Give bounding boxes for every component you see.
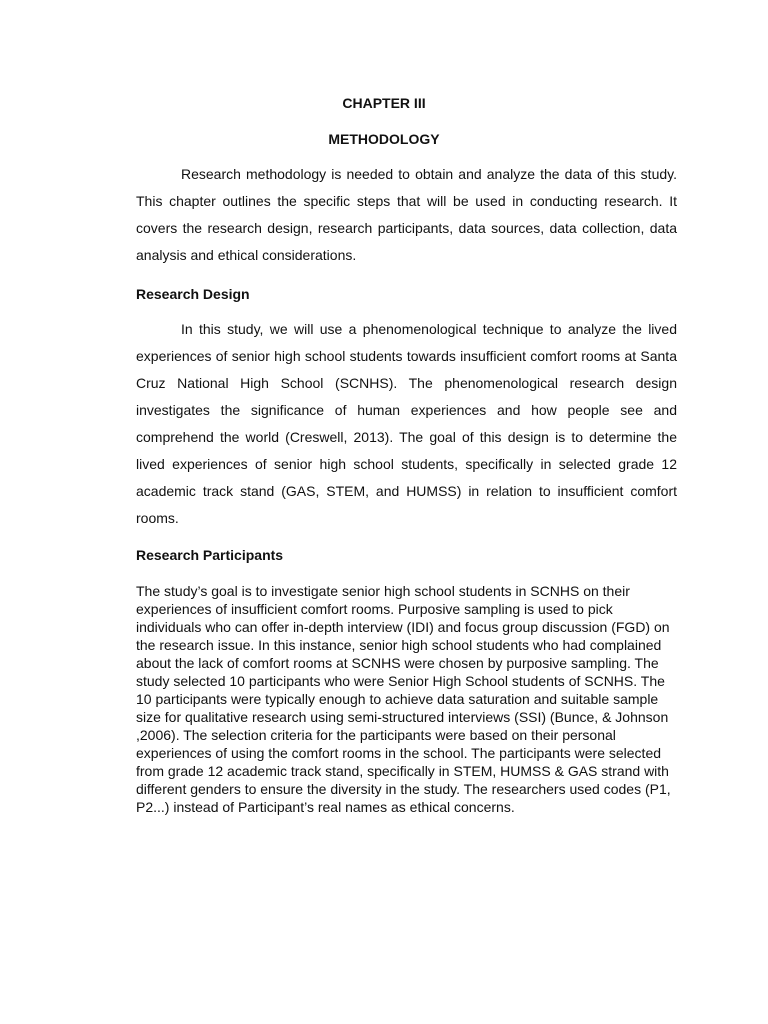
chapter-title: METHODOLOGY xyxy=(328,131,440,147)
research-participants-paragraph: The study’s goal is to investigate senior high school students in SCNHS on their experiences of insufficient comfort rooms. Purposive sampling is used to pick individuals who can offer in-depth interview (IDI) and focus group discussion (FGD) on the research issue. In this instance, senior high school students who had complained about the lack of comfort rooms at SCNHS were chosen by purposive sampling. The study selected 10 participants who were Senior High School students of SCNHS. The 10 participants were typically enough to achieve data saturation and suitable sample size for qualitative research using semi-structured interviews (SSI) (Bunce, & Johnson ,2006). The selection criteria for the participants were based on their personal experiences of using the comfort rooms in the school. The participants were selected from grade 12 academic track stand, specifically in STEM, HUMSS & GAS strand with different genders to ensure the diversity in the study. The researchers used codes (P1, P2...) instead of Participant’s real names as ethical concerns. xyxy=(136,583,671,815)
chapter-heading: CHAPTER III xyxy=(342,95,426,111)
intro-paragraph: Research methodology is needed to obtain and analyze the data of this study. This chapter outlines the specific steps that will be used in conducting research. It covers the research design, research participants, data sources, data collection, data analysis and ethical considerations. xyxy=(136,166,677,263)
section-heading-research-participants: Research Participants xyxy=(136,547,284,563)
section-heading-research-design: Research Design xyxy=(136,286,250,302)
research-design-paragraph: In this study, we will use a phenomenological technique to analyze the lived experiences of senior high school students towards insufficient comfort rooms at Santa Cruz National High School (SCNHS). The phenomenological research design investigates the significance of human experiences and how people see and comprehend the world (Creswell, 2013). The goal of this design is to determine the lived experiences of senior high school students, specifically in selected grade 12 academic track stand (GAS, STEM, and HUMSS) in relation to insufficient comfort rooms. xyxy=(136,321,677,526)
